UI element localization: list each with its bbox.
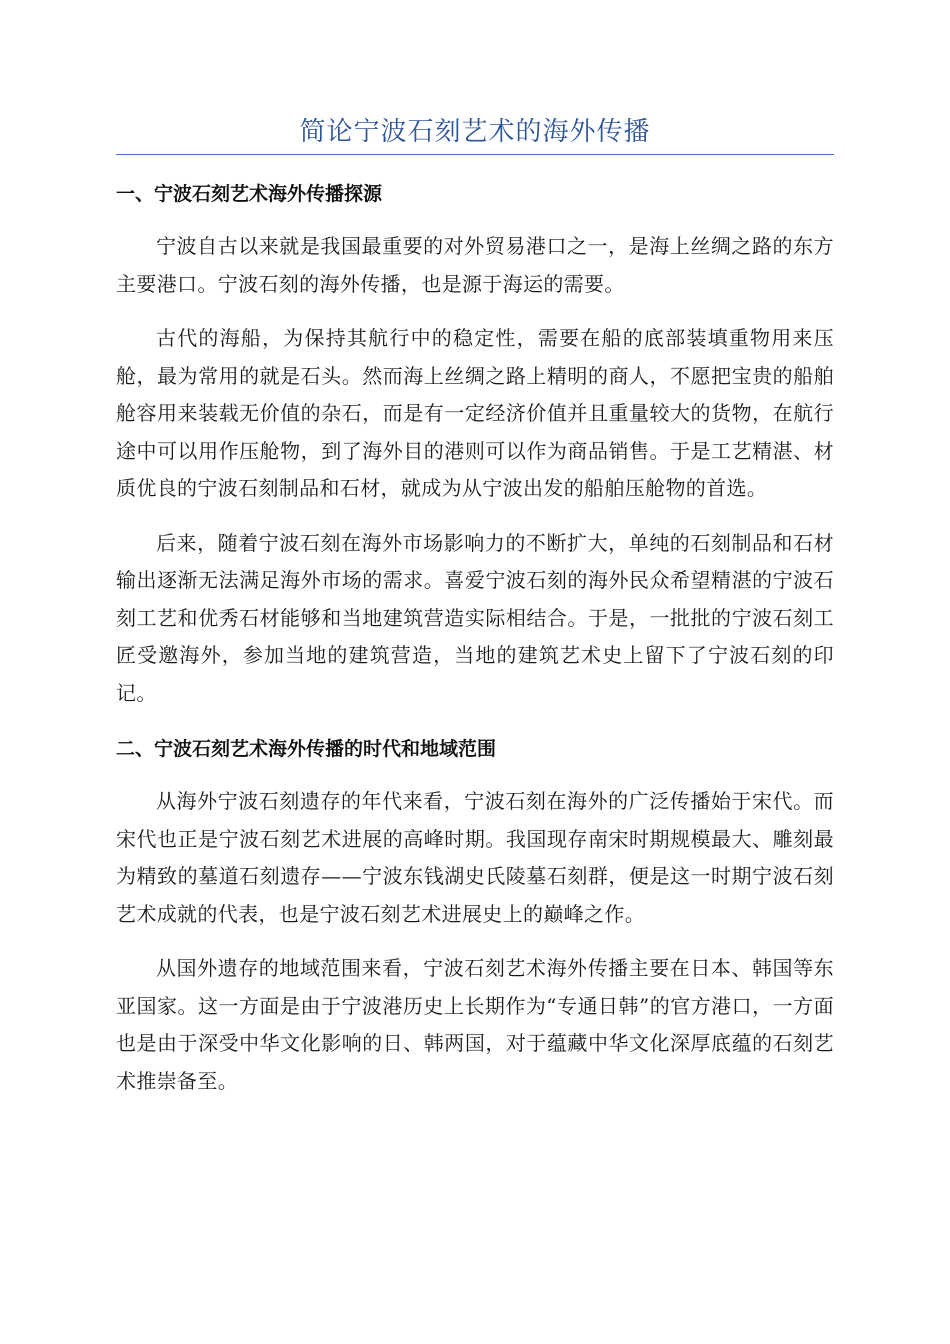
paragraph: 从国外遗存的地域范围来看，宁波石刻艺术海外传播主要在日本、韩国等东亚国家。这一方面是由于宁波港历史上长期作为“专通日韩”的官方港口，一方面也是由于深受中华文化影响的日、韩两国，对于蕴藏中华文化深厚底蕴的石刻艺术推崇备至。 [116,956,834,1093]
section-heading: 二、宁波石刻艺术海外传播的时代和地域范围 [116,738,497,760]
section-heading: 一、宁波石刻艺术海外传播探源 [116,183,383,205]
title-underline [116,154,834,155]
paragraph: 宁波自古以来就是我国最重要的对外贸易港口之一，是海上丝绸之路的东方主要港口。宁波石刻的海外传播，也是源于海运的需要。 [116,234,834,296]
paragraph: 古代的海船，为保持其航行中的稳定性，需要在船的底部装填重物用来压舱，最为常用的就是石头。然而海上丝绸之路上精明的商人，不愿把宝贵的船舶舱容用来装载无价值的杂石，而是有一定经济价值并且重量较大的货物，在航行途中可以用作压舱物，到了海外目的港则可以作为商品销售。于是工艺精湛、材质优良的宁波石刻制品和石材，就成为从宁波出发的船舶压舱物的首选。 [116,326,834,500]
paragraph: 从海外宁波石刻遗存的年代来看，宁波石刻在海外的广泛传播始于宋代。而宋代也正是宁波石刻艺术进展的高峰时期。我国现存南宋时期规模最大、雕刻最为精致的墓道石刻遗存——宁波东钱湖史氏陵墓石刻群，便是这一时期宁波石刻艺术成就的代表，也是宁波石刻艺术进展史上的巅峰之作。 [116,789,834,926]
document-title: 简论宁波石刻艺术的海外传播 [299,117,651,147]
document-body [116,174,834,1117]
paragraph: 后来，随着宁波石刻在海外市场影响力的不断扩大，单纯的石刻制品和石材输出逐渐无法满足海外市场的需求。喜爱宁波石刻的海外民众希望精湛的宁波石刻工艺和优秀石材能够和当地建筑营造实际相结合。于是，一批批的宁波石刻工匠受邀海外，参加当地的建筑营造，当地的建筑艺术史上留下了宁波石刻的印记。 [116,530,834,705]
section-origin [116,174,834,712]
section-era-and-region [116,729,834,1100]
